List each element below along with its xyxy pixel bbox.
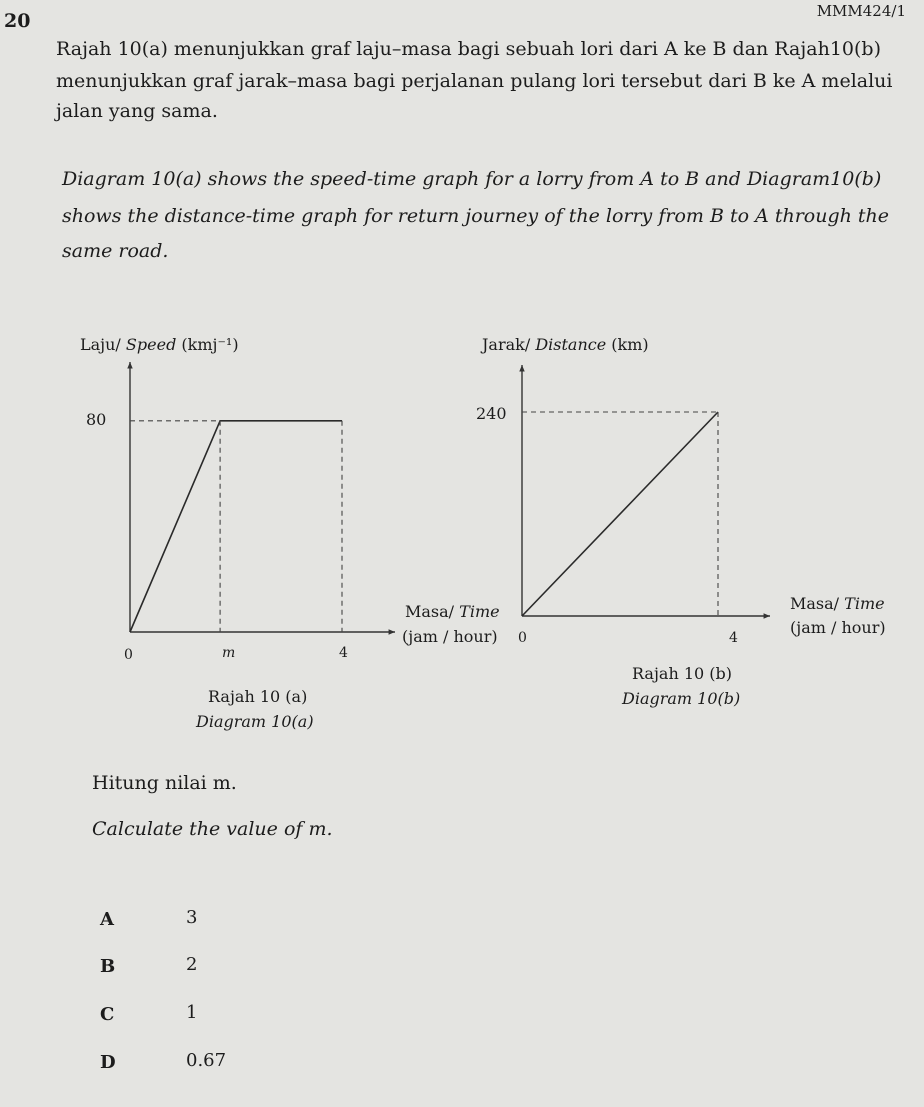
graph-a-xtick-0: 0 xyxy=(124,647,133,663)
graph-a-xtick-m: m xyxy=(222,645,236,661)
graph-b-xtick-0: 0 xyxy=(518,630,527,646)
english-text-line-3: same road. xyxy=(62,240,169,262)
question-number: 20 xyxy=(4,10,31,32)
graph-b-xlabel-ms: Masa/ xyxy=(790,594,840,613)
graph-b-xlabel-en: Time xyxy=(844,594,885,613)
graph-a-speed-line xyxy=(130,421,342,632)
graph-b-xlabel-unit: (jam / hour) xyxy=(790,618,886,637)
graph-a-ylabel-en: Speed xyxy=(125,335,177,354)
english-text-line-1: Diagram 10(a) shows the speed-time graph for a lorry from A to B and Diagram10(b) xyxy=(62,168,882,190)
malay-text-line-3: jalan yang sama. xyxy=(56,100,218,122)
prompt-ms: Hitung nilai m. xyxy=(92,772,237,794)
graph-b-caption-en: Diagram 10(b) xyxy=(622,689,741,708)
graph-b-ylabel-ms: Jarak/ xyxy=(482,335,531,354)
malay-text-line-2: menunjukkan graf jarak–masa bagi perjalanan pulang lori tersebut dari B ke A melalui xyxy=(56,70,893,92)
graph-a-ytick-80: 80 xyxy=(86,410,107,429)
graph-a-xlabel-en: Time xyxy=(459,602,500,621)
prompt-en: Calculate the value of m. xyxy=(92,818,333,840)
graph-b-xtick-4: 4 xyxy=(729,630,738,646)
graph-b-distance-line xyxy=(522,412,718,616)
option-a-value: 3 xyxy=(186,907,198,928)
graph-b-ylabel-unit: (km) xyxy=(611,335,649,354)
option-c-letter: C xyxy=(100,1004,115,1025)
option-d-letter: D xyxy=(100,1052,116,1073)
option-b-letter: B xyxy=(100,956,116,977)
option-b-value: 2 xyxy=(186,954,198,975)
graph-a-xtick-4: 4 xyxy=(339,645,348,661)
graph-a-ylabel-unit: (kmj⁻¹) xyxy=(181,335,239,354)
graph-b-ylabel-en: Distance xyxy=(535,335,607,354)
paper-code: MMM424/1 xyxy=(816,2,906,20)
malay-text-line-1: Rajah 10(a) menunjukkan graf laju–masa bagi sebuah lori dari A ke B dan Rajah10(b) xyxy=(56,38,881,60)
graph-a-y-axis-head xyxy=(127,362,132,368)
graph-a-caption-ms: Rajah 10 (a) xyxy=(208,687,308,706)
graph-a-xlabel-ms: Masa/ xyxy=(405,602,455,621)
graph-a-caption-en: Diagram 10(a) xyxy=(196,712,314,731)
graph-a-ylabel-ms: Laju/ xyxy=(80,335,121,354)
graph-b-y-axis-head xyxy=(519,365,524,371)
graph-a-xlabel-unit: (jam / hour) xyxy=(402,627,498,646)
graph-a-x-axis-head xyxy=(389,629,395,634)
option-d-value: 0.67 xyxy=(186,1050,227,1071)
english-text-line-2: shows the distance-time graph for return journey of the lorry from B to A through the xyxy=(62,205,890,227)
option-c-value: 1 xyxy=(186,1002,198,1023)
graph-b-caption-ms: Rajah 10 (b) xyxy=(632,664,733,683)
graph-b-ytick-240: 240 xyxy=(476,404,507,423)
option-a-letter: A xyxy=(100,909,114,930)
graph-b-x-axis-head xyxy=(764,613,770,618)
